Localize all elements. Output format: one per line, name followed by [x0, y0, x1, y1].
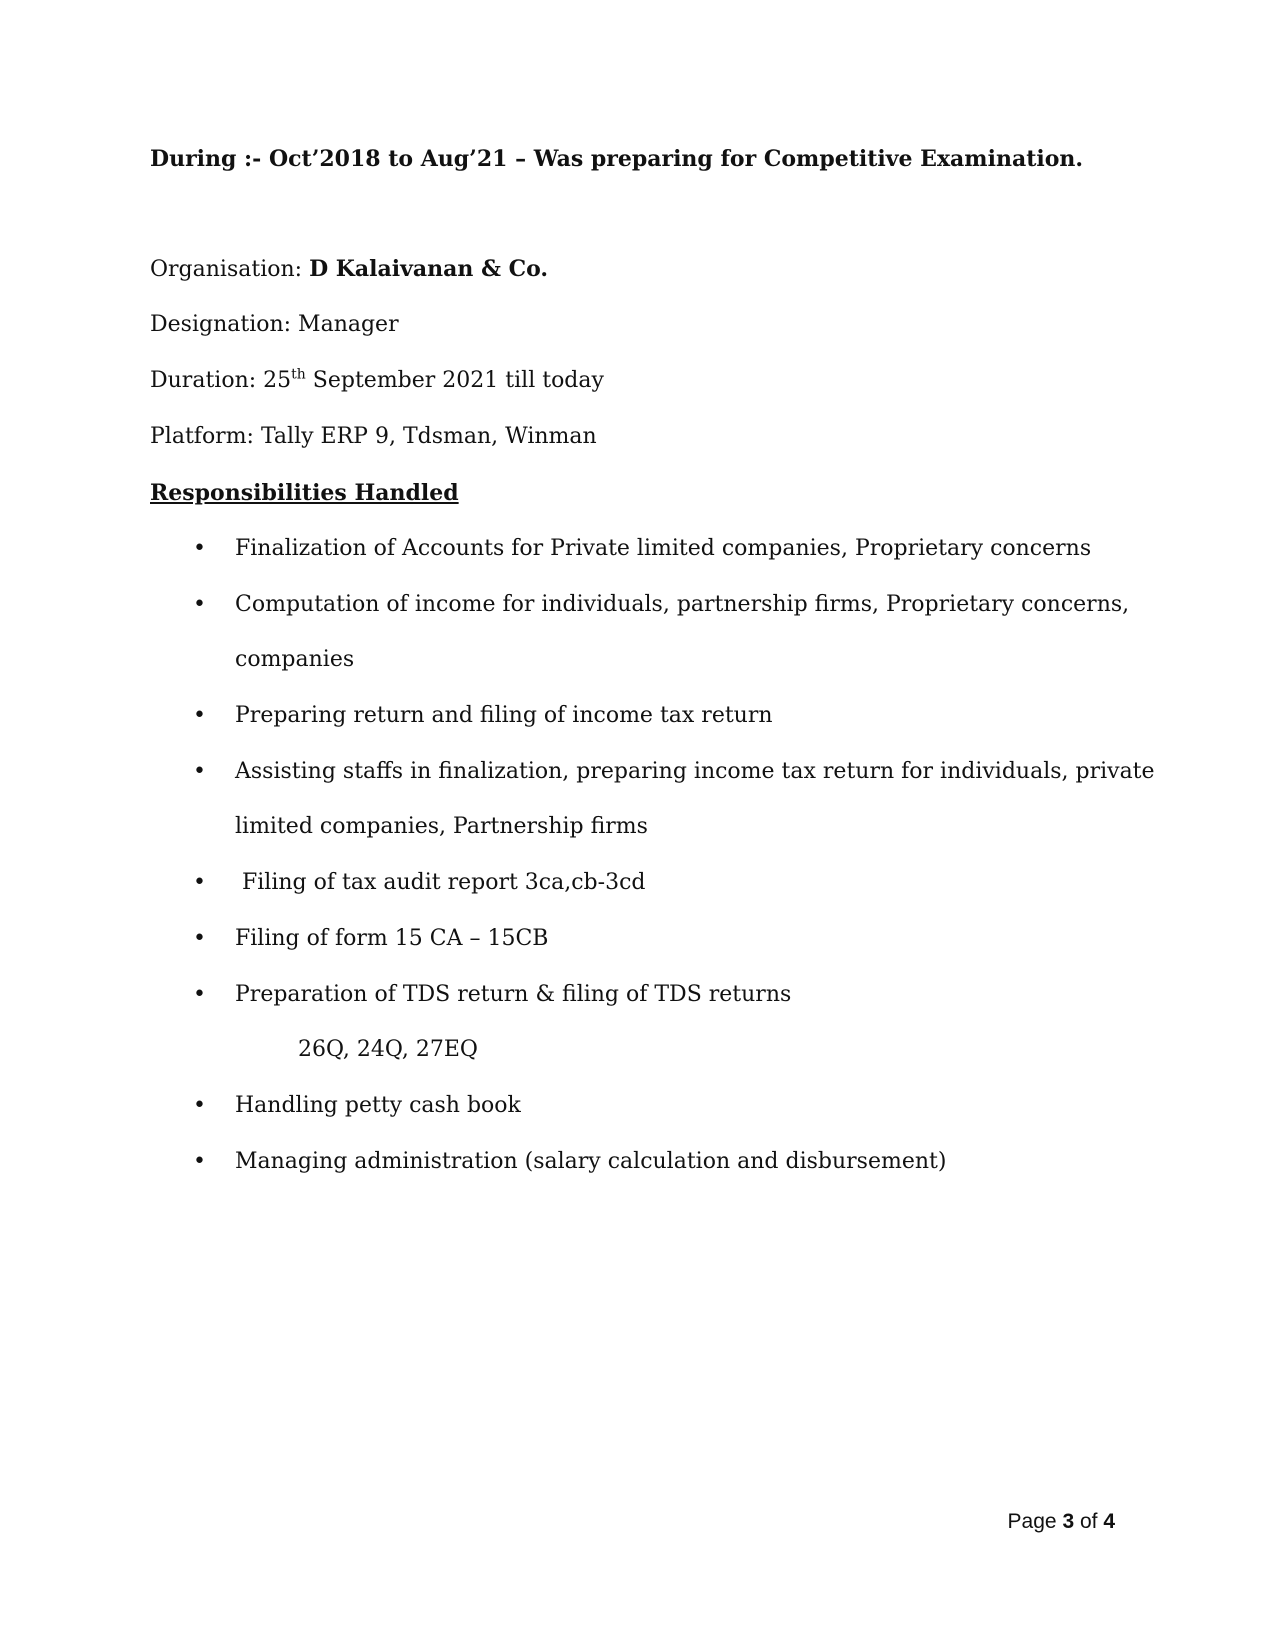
list-item-text: Preparing return and filing of income tax return [235, 703, 773, 728]
responsibilities-heading: Responsibilities Handled [150, 480, 459, 506]
list-item-text: Handling petty cash book [235, 1093, 521, 1118]
gap-period-statement: During :- Oct’2018 to Aug’21 – Was preparing for Competitive Examination. [150, 146, 1084, 172]
bullet-icon: • [193, 759, 206, 784]
list-item-text: Managing administration (salary calculation and disbursement) [235, 1149, 947, 1174]
bullet-icon: • [193, 926, 206, 951]
bullet-icon: • [193, 536, 206, 561]
list-item-text: Filing of form 15 CA – 15CB [235, 926, 549, 951]
duration-ordinal-suffix: th [291, 366, 306, 383]
organisation-name: D Kalaivanan & Co. [309, 256, 549, 282]
organisation-line [150, 254, 548, 285]
duration-prefix: Duration: 25 [150, 368, 292, 393]
footer-of-word: of [1074, 1510, 1104, 1533]
duration-rest: September 2021 till today [305, 368, 604, 393]
list-item-text-continued: companies [235, 647, 355, 672]
bullet-icon: • [193, 592, 206, 617]
tds-forms-sublist: 26Q, 24Q, 27EQ [298, 1037, 478, 1062]
duration-line [150, 366, 604, 396]
footer-page-word: Page [1007, 1510, 1063, 1533]
organisation-label: Organisation: [150, 257, 310, 282]
footer-total-pages: 4 [1103, 1510, 1115, 1533]
designation-line: Designation: Manager [150, 312, 399, 337]
bullet-icon: • [193, 982, 206, 1007]
list-item-text: Preparation of TDS return & filing of TDS returns [235, 982, 792, 1007]
list-item-text-continued: limited companies, Partnership firms [235, 814, 648, 839]
list-item-text: Filing of tax audit report 3ca,cb-3cd [235, 870, 646, 895]
bullet-icon: • [193, 703, 206, 728]
footer-current-page: 3 [1062, 1510, 1075, 1533]
list-item-text: Computation of income for individuals, partnership firms, Proprietary concerns, [235, 592, 1130, 617]
list-item-text: Assisting staffs in finalization, preparing income tax return for individuals, private [235, 759, 1155, 784]
bullet-icon: • [193, 1149, 206, 1174]
list-item-text: Finalization of Accounts for Private limited companies, Proprietary concerns [235, 536, 1092, 561]
page-number-footer [1008, 1508, 1115, 1536]
bullet-icon: • [193, 1093, 206, 1118]
platform-line: Platform: Tally ERP 9, Tdsman, Winman [150, 424, 597, 449]
bullet-icon: • [193, 870, 206, 895]
